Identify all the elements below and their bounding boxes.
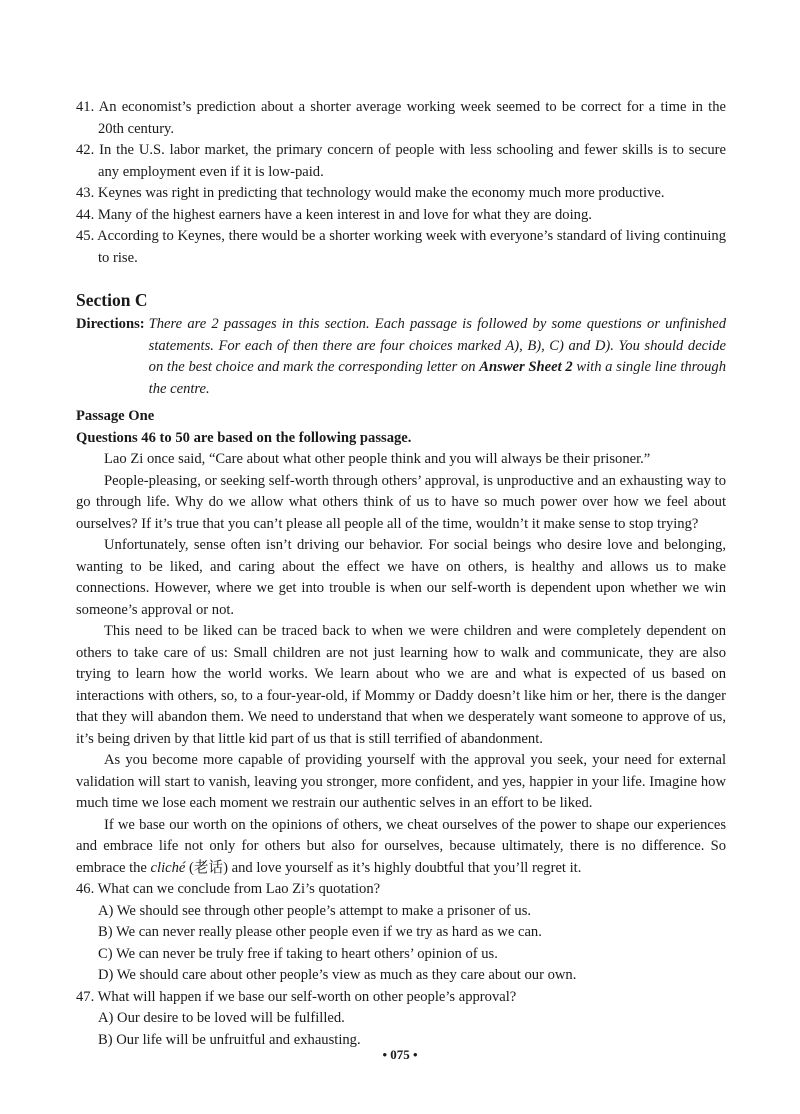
question-stem: 47. What will happen if we base our self-worth on other people’s approval? xyxy=(76,988,517,1005)
question-47 xyxy=(76,987,726,1052)
page-number: • 075 • xyxy=(382,1047,418,1062)
directions xyxy=(76,314,726,400)
passage-paragraph-last: If we base our worth on the opinions of others, we cheat ourselves of the power to shape our experiences and embrace life not only for others but also for ourselves, because ultimately, there is no difference. So embrace the cliché (老话) and love yourself as it’s highly doubtful that you’ll regret it. xyxy=(76,816,726,876)
cliche-word: cliché xyxy=(150,859,186,876)
option-b[interactable]: B) Our life will be unfruitful and exhausting. xyxy=(98,1031,361,1048)
directions-label: Directions: xyxy=(76,316,145,332)
question-46 xyxy=(76,879,726,987)
page-content xyxy=(76,97,726,1051)
passage-body xyxy=(76,449,726,879)
chinese-gloss: (老话) xyxy=(185,859,228,876)
directions-text: There are 2 passages in this section. Each passage is followed by some questions or unfinished statements. For each of then there are four choices marked A), B), C) and D). You should decide on the best choice and mark the corresponding letter on Answer Sheet 2 with a single line through the centre. xyxy=(148,316,726,397)
statement-41: 41. An economist’s prediction about a shorter average working week seemed to be correct for a time in the 20th century. xyxy=(76,99,727,137)
statement-list xyxy=(76,97,726,269)
statement-45: 45. According to Keynes, there would be a shorter working week with everyone’s standard of living continuing to rise. xyxy=(76,228,726,266)
option-b[interactable]: B) We can never really please other people even if we try as hard as we can. xyxy=(98,924,542,940)
passage-paragraph: People-pleasing, or seeking self-worth through others’ approval, is unproductive and an exhausting way to go through life. Why do we allow what others think of us to have so much power over how we feel about ourselves? If it’s true that you can’t please all people all of the time, wouldn’t it make sense to stop trying? xyxy=(76,472,726,532)
passage-paragraph: This need to be liked can be traced back to when we were children and were completely dependent on others to take care of us: Small children are not just learning how to walk and communicate, they are also trying to learn how the world works. We learn about who we are and what is expected of us based on interactions with others, so, to a four-year-old, if Mommy or Daddy doesn’t like him or her, there is the danger that they will abandon them. We need to understand that when we desperately want someone to approve of us, it’s being driven by that little kid part of us that is still terrified of abandonment. xyxy=(76,623,726,747)
option-d[interactable]: D) We should care about other people’s view as much as they care about our own. xyxy=(98,967,577,983)
option-a[interactable]: A) Our desire to be loved will be fulfilled. xyxy=(98,1010,345,1026)
section-title: Section C xyxy=(76,290,148,310)
answer-sheet-ref: Answer Sheet 2 xyxy=(479,359,573,375)
option-c[interactable]: C) We can never be truly free if taking to heart others’ opinion of us. xyxy=(98,945,498,962)
passage-paragraph: Lao Zi once said, “Care about what other people think and you will always be their prisoner.” xyxy=(104,451,651,467)
statement-43: 43. Keynes was right in predicting that technology would make the economy much more productive. xyxy=(76,185,665,201)
option-a[interactable]: A) We should see through other people’s attempt to make a prisoner of us. xyxy=(98,902,532,919)
passage-paragraph: As you become more capable of providing yourself with the approval you seek, your need for external validation will start to vanish, leaving you stronger, more confident, and yes, happier in your life. Imagine how much time we lose each moment we restrain our authentic selves in an effort to be liked. xyxy=(76,752,726,811)
passage-intro: Questions 46 to 50 are based on the following passage. xyxy=(76,429,412,446)
statement-44: 44. Many of the highest earners have a keen interest in and love for what they are doing. xyxy=(76,206,592,223)
passage-label: Passage One xyxy=(76,408,155,424)
statement-42: 42. In the U.S. labor market, the primary concern of people with less schooling and fewer skills is to secure any employment even if it is low-paid. xyxy=(76,142,726,180)
question-stem: 46. What can we conclude from Lao Zi’s quotation? xyxy=(76,881,381,897)
passage-paragraph: Unfortunately, sense often isn’t driving our behavior. For social beings who desire love and belonging, wanting to be liked, and caring about the effect we have on others, is healthy and allows us to make connections. However, where we get into trouble is when our self-worth is dependent upon whether we win someone’s approval or not. xyxy=(76,537,726,618)
